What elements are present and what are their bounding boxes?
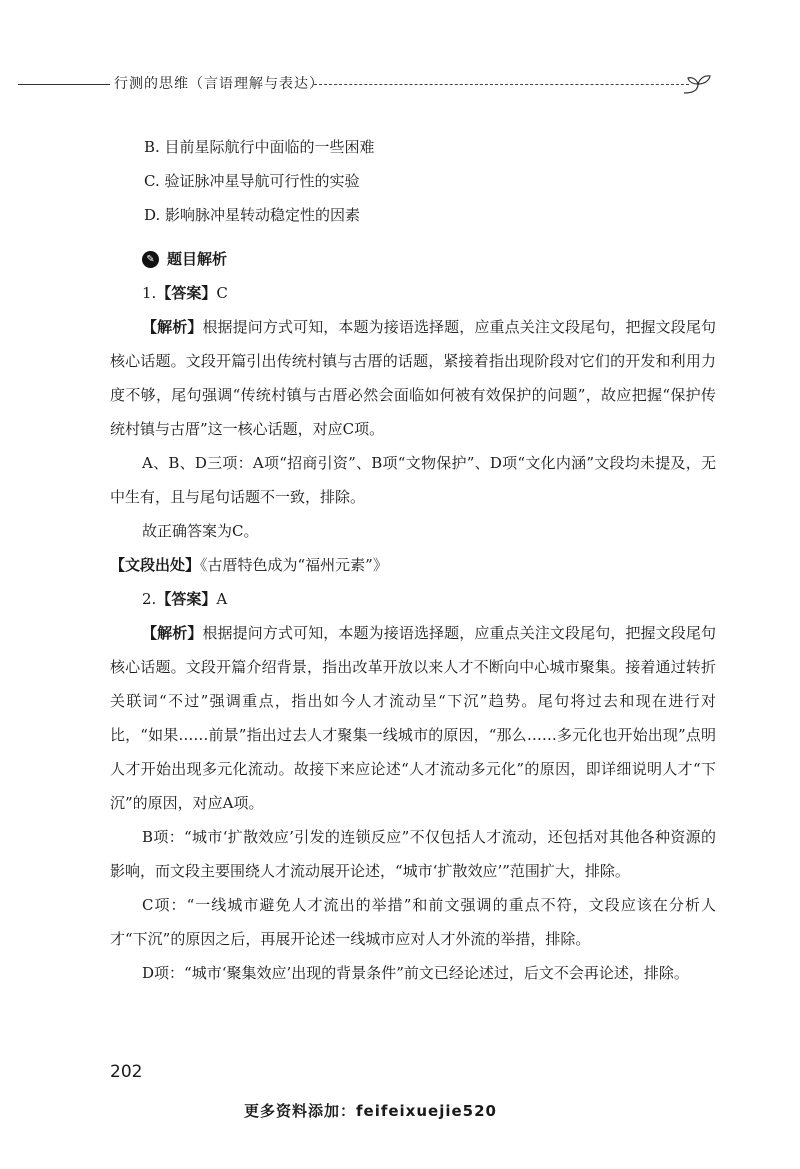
q2-option-d: D项：“城市‘聚集效应’出现的背景条件”前文已经论述过，后文不会再论述，排除。	[142, 964, 689, 982]
q1-number: 1.	[142, 284, 157, 302]
page-number: 202	[110, 1062, 143, 1082]
option-c: C. 验证脉冲星导航可行性的实验	[144, 172, 360, 190]
footer-note: 更多资料添加：feifeixuejie520	[244, 1102, 497, 1120]
q2-answer	[110, 582, 716, 616]
q1-answer-label: 【答案】	[156, 284, 217, 302]
q2-answer-value: A	[216, 590, 228, 608]
q2-analysis-text: 根据提问方式可知，本题为接语选择题，应重点关注文段尾句，把握文段尾句核心话题。文段开篇介绍背景，指出改革开放以来人才不断向中心城市聚集。接着通过转折关联词“不过”强调重点，指出如今人才流动呈“下沉”趋势。尾句将过去和现在进行对比，“如果……前景”指出过去人才聚集一线城市的原因，“那么……多元化也开始出现”点明人才开始出现多元化流动。故接下来应论述“人才流动多元化”的原因，即详细说明人才“下沉”的原因，对应A项。	[110, 624, 716, 812]
header-title: 行测的思维（言语理解与表达）	[114, 76, 324, 92]
q1-source-label: 【文段出处】	[110, 556, 201, 574]
q2-analysis	[110, 616, 716, 820]
q1-answer-value: C	[216, 284, 228, 302]
option-d: D. 影响脉冲星转动稳定性的因素	[144, 206, 361, 224]
pencil-icon: ✎	[142, 251, 159, 268]
q1-answer	[110, 276, 716, 310]
q2-option-b: B项：“城市‘扩散效应’引发的连锁反应”不仅包括人才流动，还包括对其他各种资源的影响，而文段主要围绕人才流动展开论述，“城市‘扩散效应’”范围扩大，排除。	[110, 828, 716, 880]
q1-analysis-text: 根据提问方式可知，本题为接语选择题，应重点关注文段尾句，把握文段尾句核心话题。文段开篇引出传统村镇与古厝的话题，紧接着指出现阶段对它们的开发和利用力度不够，尾句强调“传统村镇与古厝必然会面临如何被有效保护的问题”，故应把握“保护传统村镇与古厝”这一核心话题，对应C项。	[110, 318, 716, 438]
section-heading	[110, 242, 716, 276]
q1-analysis	[110, 310, 716, 446]
q2-answer-label: 【答案】	[156, 590, 217, 608]
sprout-icon	[680, 62, 716, 98]
q1-conclusion: 故正确答案为C。	[142, 522, 259, 540]
q1-source	[110, 548, 716, 582]
header-rule-right	[314, 84, 689, 85]
header-rule-left	[18, 84, 110, 85]
page-content	[110, 130, 716, 990]
q2-option-c: C项：“一线城市避免人才流出的举措”和前文强调的重点不符，文段应该在分析人才“下沉”的原因之后，再展开论述一线城市应对人才外流的举措，排除。	[110, 896, 716, 948]
page-header	[0, 62, 800, 102]
section-title: 题目解析	[167, 250, 228, 268]
q1-source-text: 《古厝特色成为“福州元素”》	[200, 556, 388, 574]
q2-number: 2.	[142, 590, 157, 608]
q1-analysis-label: 【解析】	[142, 318, 203, 336]
option-b: B. 目前星际航行中面临的一些困难	[144, 138, 375, 156]
q1-abd: A、B、D三项：A项“招商引资”、B项“文物保护”、D项“文化内涵”文段均未提及，无中生有，且与尾句话题不一致，排除。	[110, 454, 716, 506]
q2-analysis-label: 【解析】	[142, 624, 203, 642]
